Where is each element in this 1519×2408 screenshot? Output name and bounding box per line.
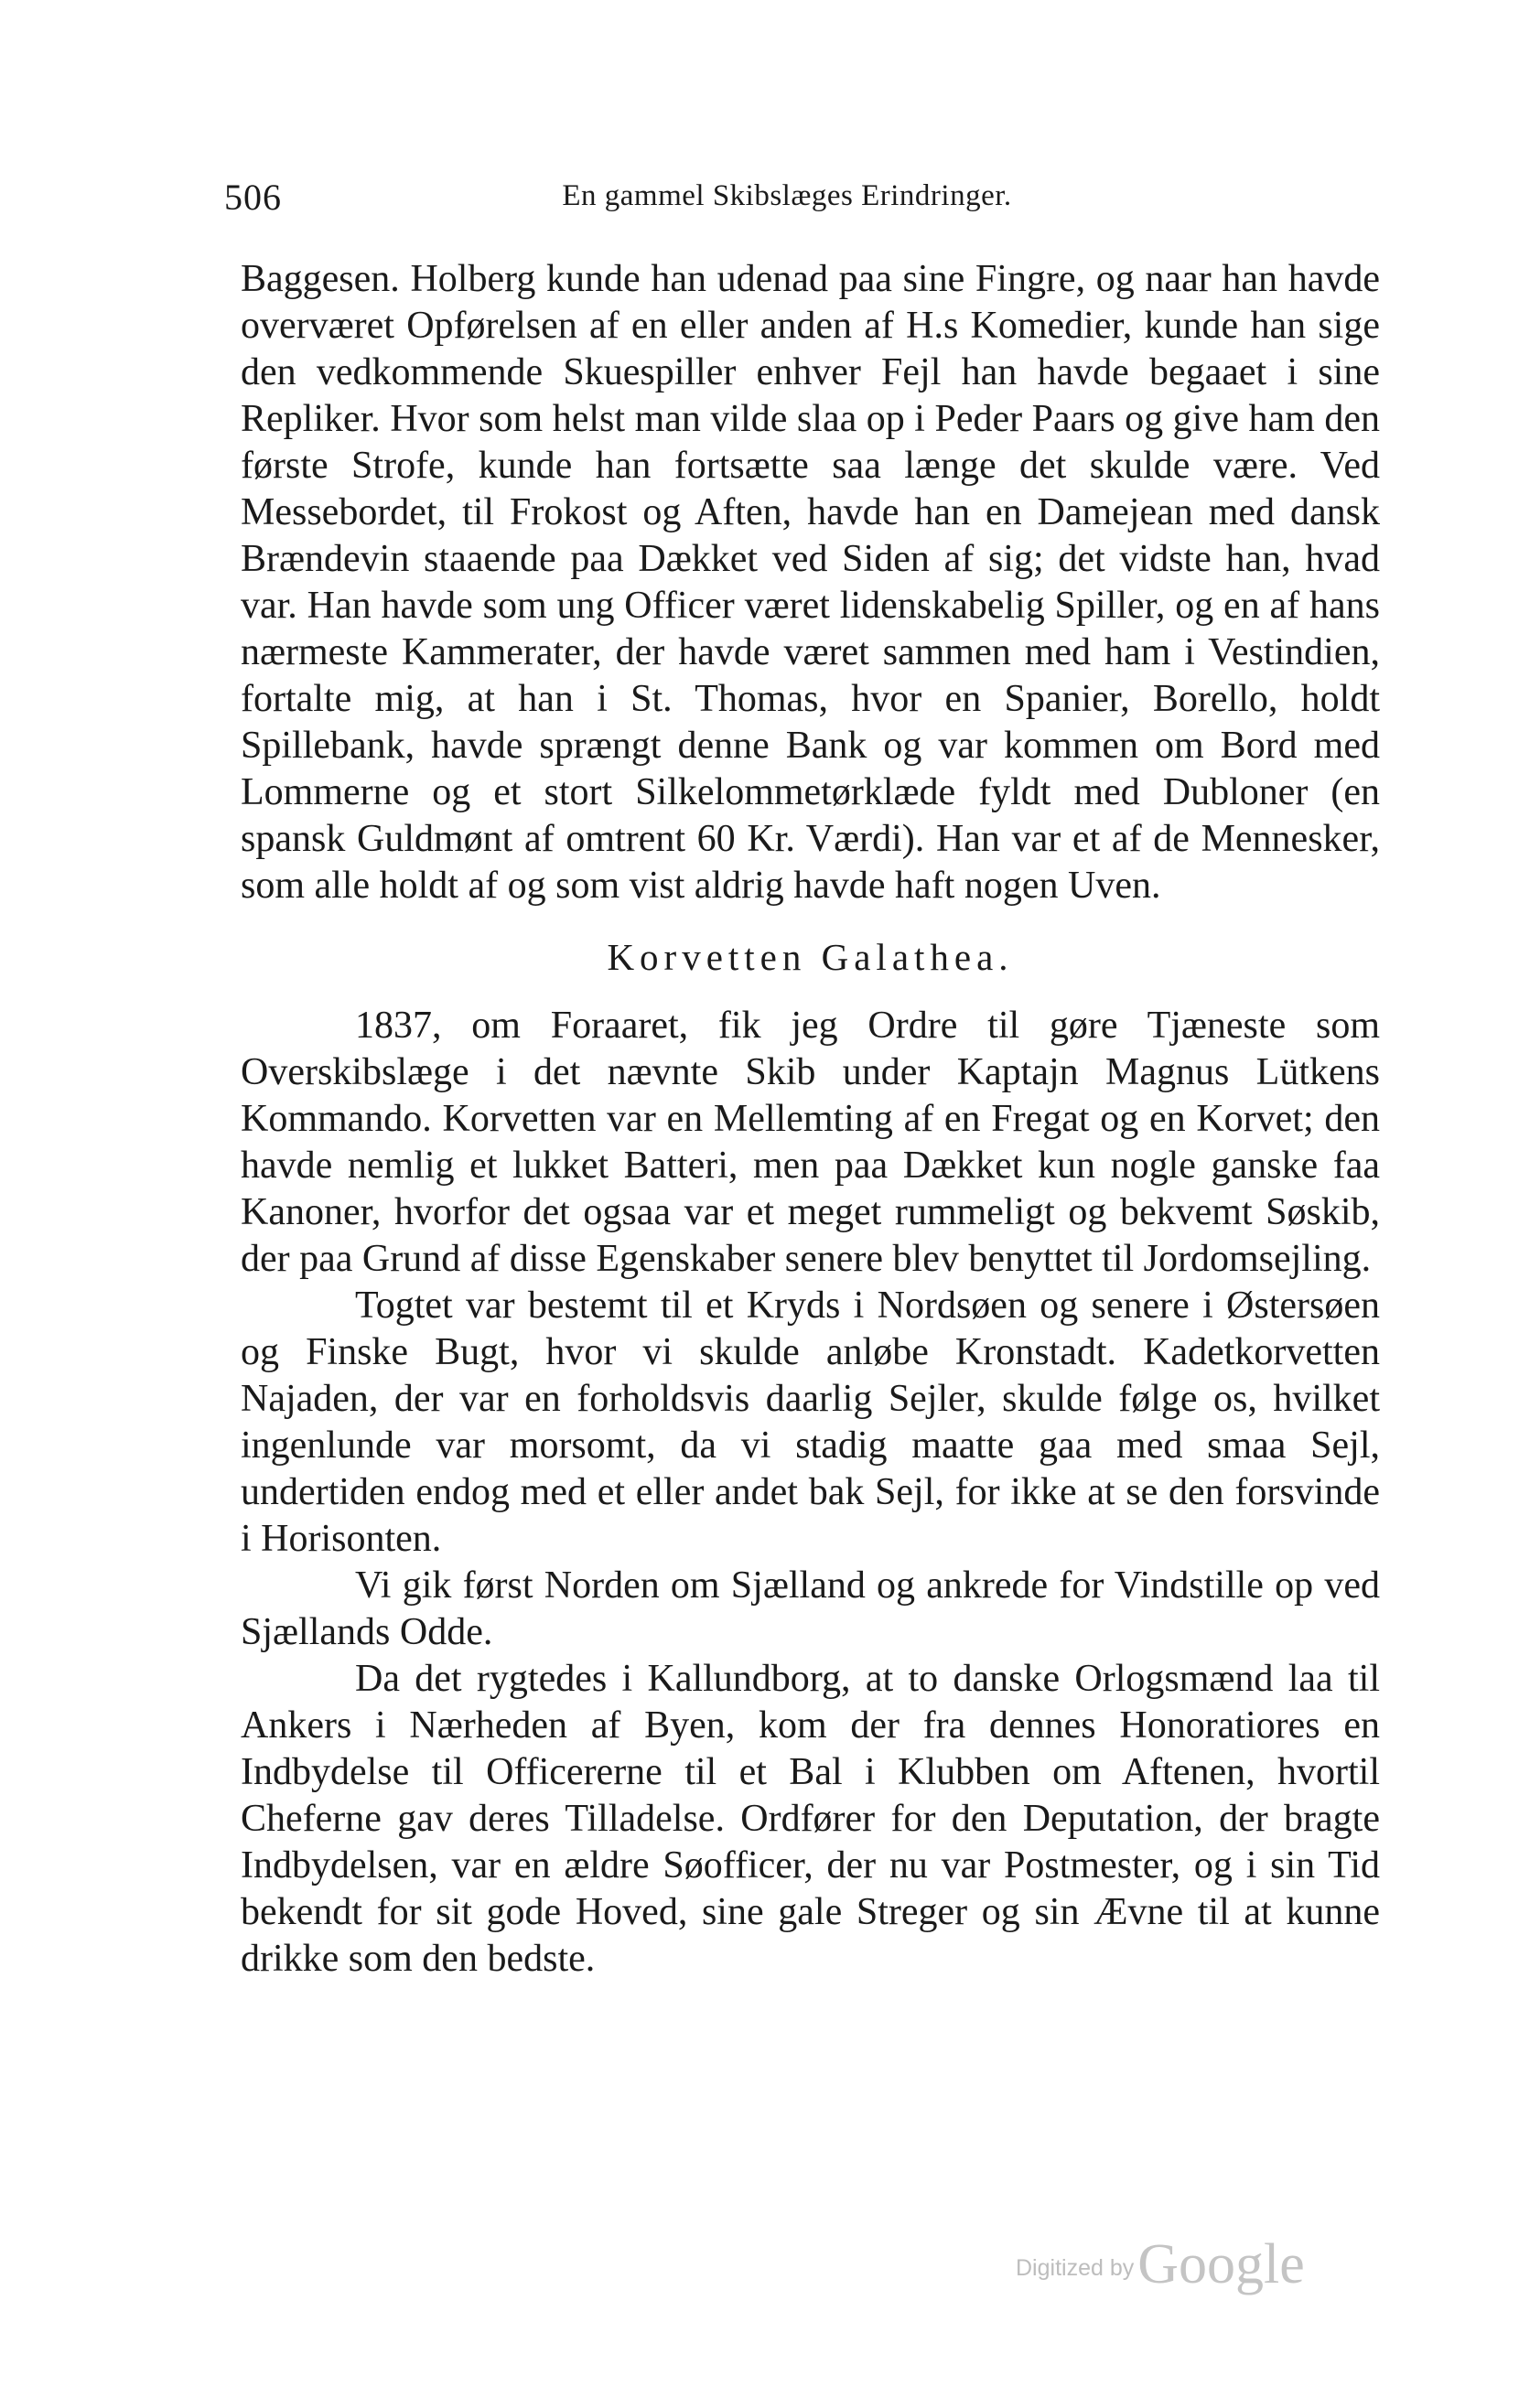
paragraph: 1837, om Foraaret, fik jeg Ordre til gøre Tjæneste som Overskibslæge i det nævnte Skib under Kaptajn Magnus Lütkens Kommando. Korvetten var en Mellemting af en Fregat og en Korvet; den havde nemlig et lukket Batteri, men paa Dækket kun nogle ganske faa Kanoner, hvorfor det ogsaa var et meget rummeligt og bekvemt Søskib, der paa Grund af disse Egenskaber senere blev benyttet til Jordomsejling.	[241, 1005, 1380, 1280]
paragraph: Baggesen. Holberg kunde han udenad paa sine Fingre, og naar han havde overværet Opførelsen af en eller anden af H.s Komedier, kunde han sige den vedkommende Skuespiller enhver Fejl han havde begaaet i sine Repliker. Hvor som helst man vilde slaa op i Peder Paars og give ham den første Strofe, kunde han fortsætte saa længe det skulde være. Ved Messebordet, til Frokost og Aften, havde han en Damejean med dansk Brændevin staaende paa Dækket ved Siden af sig; det vidste han, hvad var. Han havde som ung Officer været lidenskabelig Spiller, og en af hans nærmeste Kammerater, der havde været sammen med ham i Vestindien, fortalte mig, at han i St. Thomas, hvor en Spanier, Borello, holdt Spillebank, havde sprængt denne Bank og var kommen om Bord med Lommerne og et stort Silkelommetørklæde fyldt med Dubloner (en spansk Guldmønt af omtrent 60 Kr. Værdi). Han var et af de Mennesker, som alle holdt af og som vist aldrig havde haft nogen Uven.	[241, 258, 1380, 907]
digitized-by-watermark	[1016, 2232, 1305, 2297]
section-heading: Korvetten Galathea.	[607, 936, 1014, 978]
page-number: 506	[224, 177, 282, 218]
paragraph: Vi gik først Norden om Sjælland og ankrede for Vindstille op ved Sjællands Odde.	[241, 1564, 1380, 1653]
paragraph: Da det rygtedes i Kallundborg, at to danske Orlogsmænd laa til Ankers i Nærheden af Byen, kom der fra dennes Honoratiores en Indbydelse til Officererne til et Bal i Klubben om Aftenen, hvortil Cheferne gav deres Tilladelse. Ordfører for den Deputation, der bragte Indbydelsen, var en ældre Søofficer, der nu var Postmester, og i sin Tid bekendt for sit gode Hoved, sine gale Streger og sin Ævne til at kunne drikke som den bedste.	[241, 1658, 1380, 1980]
page-header	[224, 176, 1350, 221]
watermark-prefix: Digitized by	[1016, 2255, 1135, 2281]
running-head: En gammel Skibslæges Erindringer.	[562, 179, 1012, 212]
google-logo: Google	[1137, 2233, 1305, 2295]
paragraph: Togtet var bestemt til et Kryds i Nordsøen og senere i Østersøen og Finske Bugt, hvor vi skulde anløbe Kronstadt. Kadetkorvetten Najaden, der var en forholdsvis daarlig Sejler, skulde følge os, hvilket ingenlunde var morsomt, da vi stadig maatte gaa med smaa Sejl, undertiden endog med et eller andet bak Sejl, for ikke at se den forsvinde i Horisonten.	[241, 1285, 1380, 1560]
body-text	[241, 256, 1380, 1983]
